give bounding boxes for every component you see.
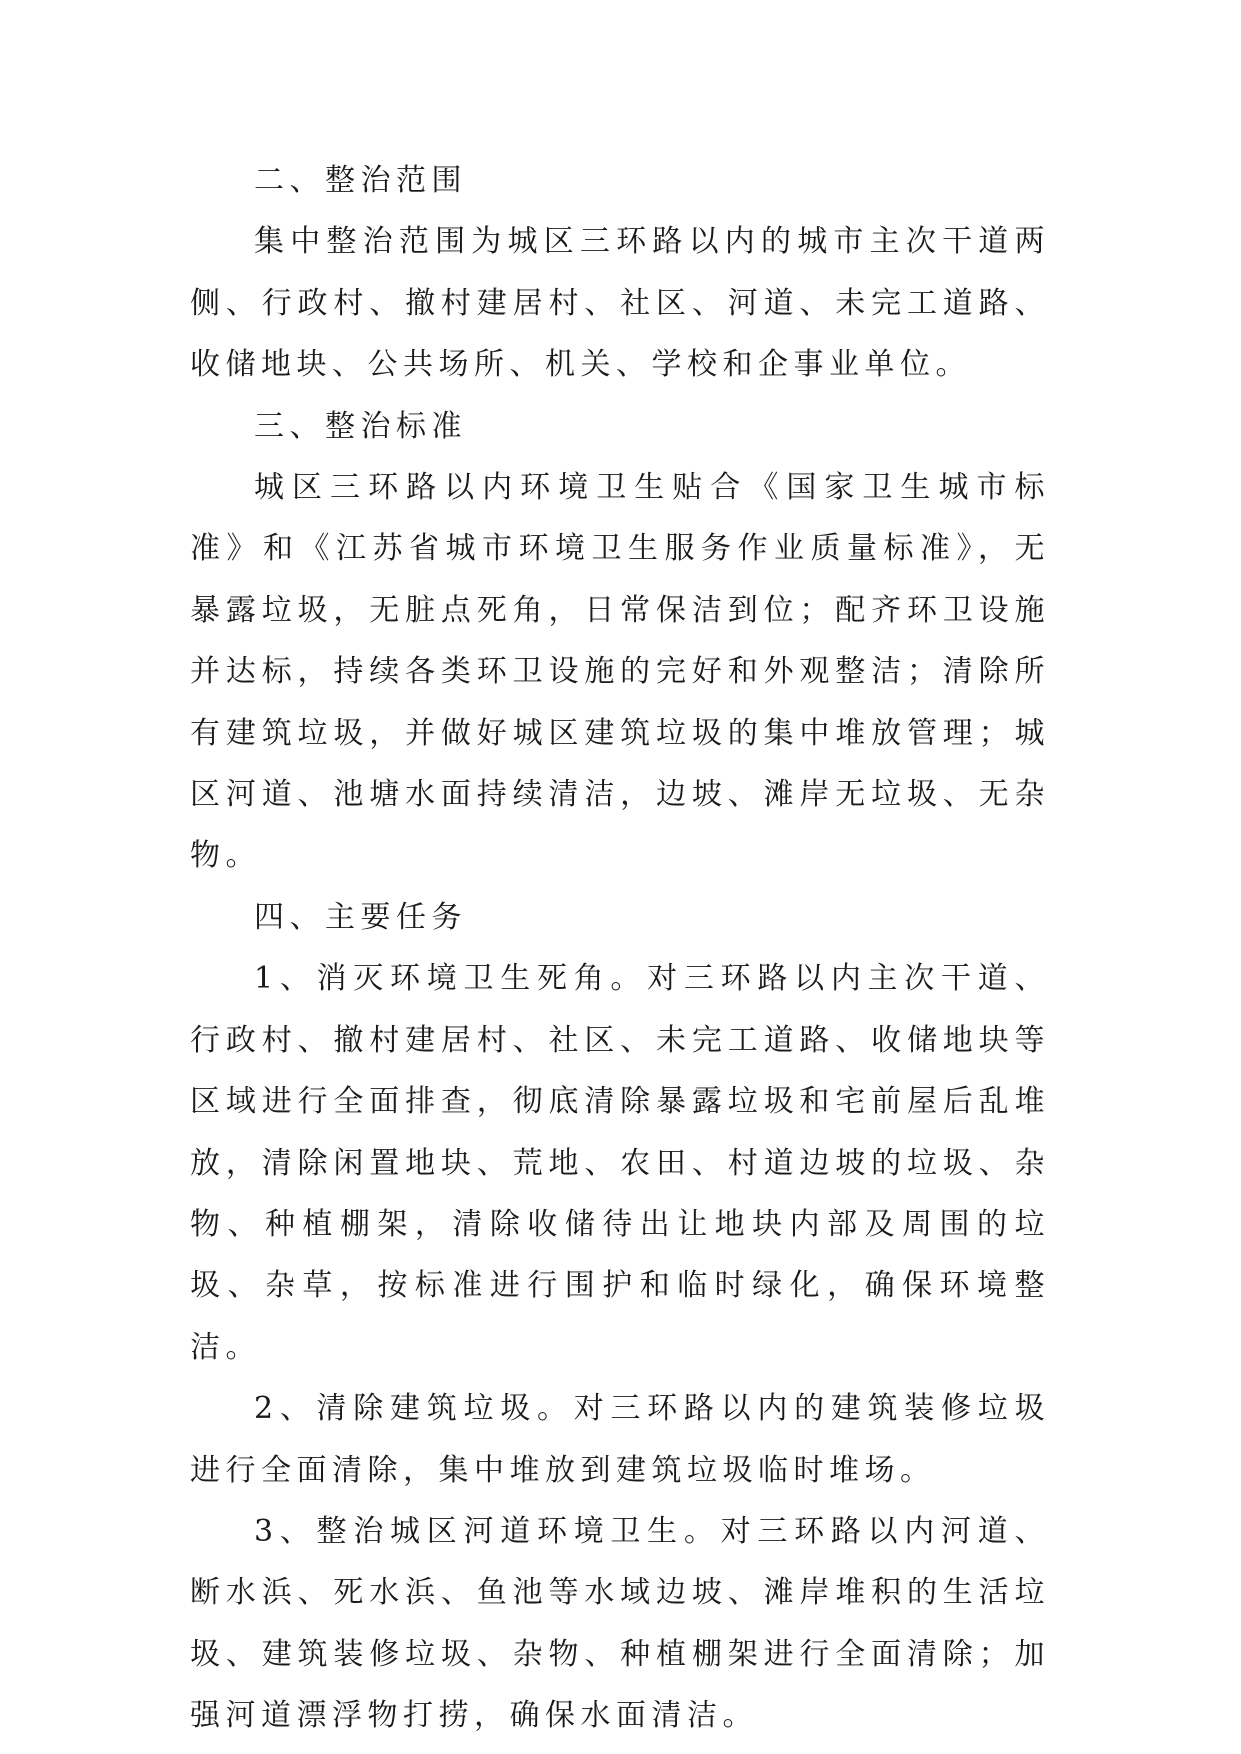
section-heading-scope: 二、整治范围	[254, 163, 467, 198]
paragraph-task-2: 2、清除建筑垃圾。对三环路以内的建筑装修垃圾进行全面清除，集中堆放到建筑垃圾临时堆场。	[190, 1391, 1050, 1488]
section-heading-standard: 三、整治标准	[254, 408, 467, 444]
paragraph-scope: 集中整治范围为城区三环路以内的城市主次干道两侧、行政村、撤村建居村、社区、河道、未完工道路、收储地块、公共场所、机关、学校和企事业单位。	[190, 224, 1050, 383]
paragraph-standard: 城区三环路以内环境卫生贴合《国家卫生城市标准》和《江苏省城市环境卫生服务作业质量标准》，无暴露垃圾，无脏点死角，日常保洁到位；配齐环卫设施并达标，持续各类环卫设施的完好和外观整洁；清除所有建筑垃圾，并做好城区建筑垃圾的集中堆放管理；城区河道、池塘水面持续清洁，边坡、滩岸无垃圾、无杂物。	[190, 470, 1050, 874]
paragraph-task-1: 1、消灭环境卫生死角。对三环路以内主次干道、行政村、撤村建居村、社区、未完工道路、收储地块等区域进行全面排查，彻底清除暴露垃圾和宅前屋后乱堆放，清除闲置地块、荒地、农田、村道边坡的垃圾、杂物、种植棚架，清除收储待出让地块内部及周围的垃圾、杂草，按标准进行围护和临时绿化，确保环境整洁。	[190, 961, 1050, 1365]
section-heading-tasks: 四、主要任务	[254, 899, 467, 935]
paragraph-task-3: 3、整治城区河道环境卫生。对三环路以内河道、断水浜、死水浜、鱼池等水域边坡、滩岸堆积的生活垃圾、建筑装修垃圾、杂物、种植棚架进行全面清除；加强河道漂浮物打捞，确保水面清洁。	[190, 1513, 1050, 1734]
document-body	[190, 150, 1050, 1747]
